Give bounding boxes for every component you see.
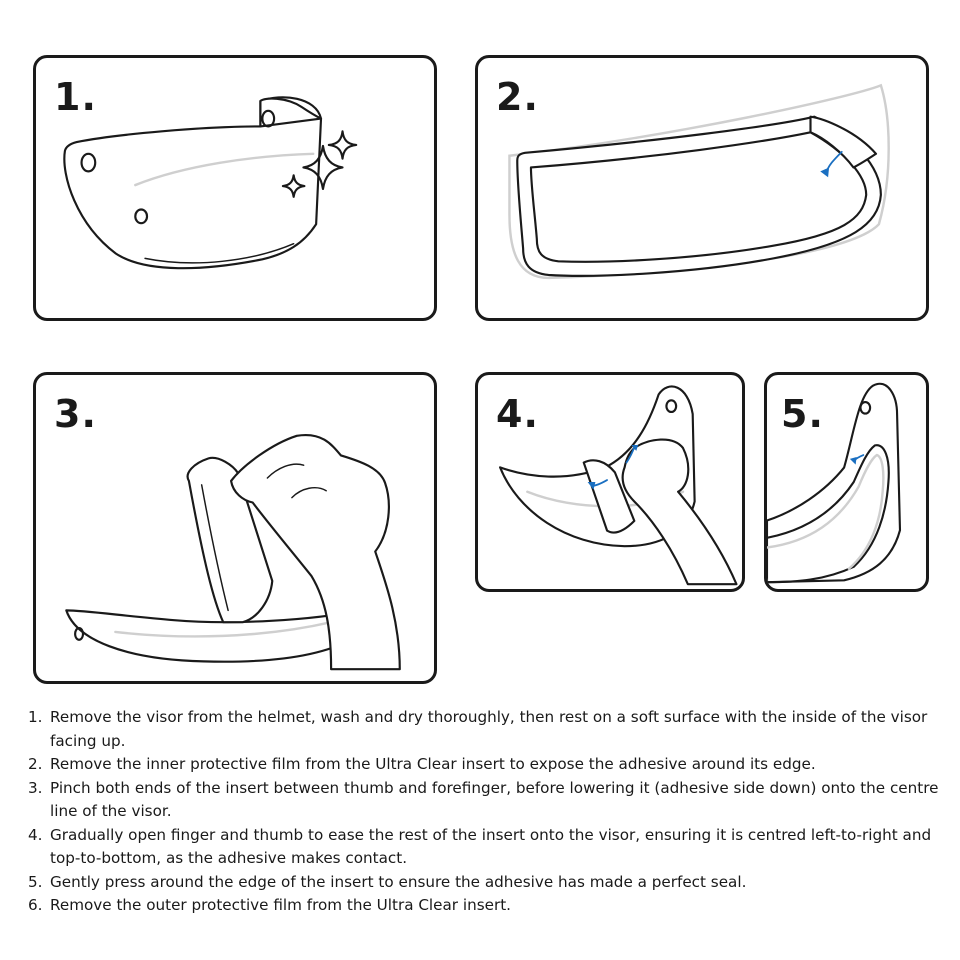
step-text: Remove the inner protective film from the Ultra Clear insert to expose the adhesive around its edge.	[50, 755, 816, 773]
step-5-panel	[764, 372, 929, 592]
step-2-panel	[475, 55, 929, 321]
step-3-label: 3.	[54, 392, 97, 436]
instruction-step	[28, 706, 943, 753]
sparkle-icon	[329, 131, 356, 158]
instruction-step	[28, 894, 943, 918]
step-number: 3.	[28, 778, 43, 797]
instruction-step	[28, 824, 943, 871]
step-1-label: 1.	[54, 75, 97, 119]
ease-insert-illustration	[478, 375, 742, 589]
step-number: 1.	[28, 708, 43, 726]
instruction-list	[28, 706, 943, 918]
step-2-label: 2.	[496, 75, 539, 119]
step-text: Gently press around the edge of the insert to ensure the adhesive has made a perfect seal.	[50, 872, 747, 891]
lower-insert-illustration	[36, 375, 434, 681]
seal-edge-illustration	[767, 375, 926, 589]
step-5-label: 5.	[781, 392, 824, 436]
step-number: 5.	[28, 872, 43, 891]
step-text: Remove the outer protective film from the Ultra Clear insert.	[50, 896, 512, 914]
step-text: Gradually open finger and thumb to ease the rest of the insert onto the visor, ensuring it is centred left-to-right and top-to-bottom, as the adhesive makes contact.	[50, 825, 932, 867]
step-text: Pinch both ends of the insert between thumb and forefinger, before lowering it (adhesive side down) onto the centre line of the visor.	[50, 778, 939, 820]
step-text: Remove the visor from the helmet, wash and dry thoroughly, then rest on a soft surface with the inside of the visor facing up.	[50, 708, 928, 750]
instruction-step	[28, 753, 943, 777]
instruction-step	[28, 777, 943, 824]
step-number: 6.	[28, 896, 43, 914]
step-number: 4.	[28, 825, 43, 844]
clean-visor-illustration	[36, 58, 434, 318]
instruction-step	[28, 871, 943, 895]
step-number: 2.	[28, 755, 43, 773]
peel-film-illustration	[478, 58, 926, 318]
step-1-panel	[33, 55, 437, 321]
step-4-label: 4.	[496, 392, 539, 436]
step-4-panel	[475, 372, 745, 592]
step-3-panel	[33, 372, 437, 684]
